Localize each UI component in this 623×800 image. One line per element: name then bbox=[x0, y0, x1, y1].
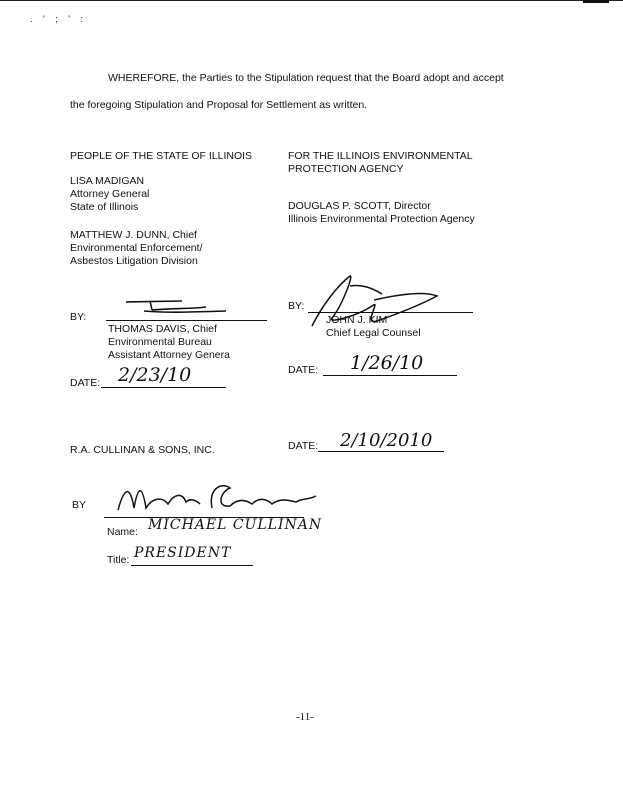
left-date-label: DATE: bbox=[70, 377, 101, 389]
right-party-line: FOR THE ILLINOIS ENVIRONMENTAL bbox=[288, 150, 473, 162]
right-by-label: BY: bbox=[288, 300, 305, 312]
company-by-label: BY bbox=[72, 499, 87, 511]
director-block bbox=[288, 200, 475, 226]
right-date-line bbox=[323, 375, 457, 376]
ag-line: LISA MADIGAN bbox=[70, 175, 145, 187]
right-party-line: PROTECTION AGENCY bbox=[288, 163, 404, 176]
company-date-line bbox=[318, 451, 444, 452]
signer-line: Environmental Bureau bbox=[108, 336, 212, 349]
company-title-line bbox=[131, 565, 253, 566]
right-date-label: DATE: bbox=[288, 364, 319, 376]
division-block bbox=[70, 229, 202, 268]
division-line: Asbestos Litigation Division bbox=[70, 255, 198, 268]
ag-line: State of Illinois bbox=[70, 201, 139, 214]
company-signature bbox=[112, 478, 322, 518]
company-title-value: PRESIDENT bbox=[134, 545, 232, 561]
company-name: R.A. CULLINAN & SONS, INC. bbox=[70, 444, 215, 456]
page-number: -11- bbox=[296, 711, 314, 723]
page-top-right-mark bbox=[583, 0, 609, 3]
attorney-general-block bbox=[70, 175, 149, 214]
ag-line: Attorney General bbox=[70, 188, 150, 201]
scan-marks: . ' ; ' : bbox=[30, 14, 87, 24]
right-party-block bbox=[288, 150, 473, 176]
left-signer-block bbox=[108, 323, 230, 362]
left-date-value: 2/23/10 bbox=[118, 364, 192, 386]
company-date-label: DATE: bbox=[288, 440, 319, 452]
company-name-label: Name: bbox=[107, 526, 138, 538]
left-signature bbox=[122, 296, 232, 318]
company-date-value: 2/10/2010 bbox=[340, 430, 433, 451]
signer-line: JOHN J. KIM bbox=[326, 314, 388, 326]
left-date-line bbox=[101, 387, 226, 388]
intro-line-2: the foregoing Stipulation and Proposal for Settlement as written. bbox=[70, 99, 368, 111]
company-name-value: MICHAEL CULLINAN bbox=[148, 517, 323, 533]
right-signature-line bbox=[308, 312, 473, 313]
director-line: DOUGLAS P. SCOTT, Director bbox=[288, 200, 431, 212]
right-signer-block bbox=[326, 314, 421, 340]
right-date-value: 1/26/10 bbox=[350, 352, 424, 374]
division-line: Environmental Enforcement/ bbox=[70, 242, 203, 255]
left-signature-line bbox=[106, 320, 267, 321]
company-title-label: Title: bbox=[107, 554, 130, 566]
signer-line: Chief Legal Counsel bbox=[326, 327, 421, 340]
signer-line: THOMAS DAVIS, Chief bbox=[108, 323, 217, 335]
director-line: Illinois Environmental Protection Agency bbox=[288, 213, 475, 226]
division-line: MATTHEW J. DUNN, Chief bbox=[70, 229, 197, 241]
left-by-label: BY: bbox=[70, 311, 87, 323]
page-top-edge bbox=[0, 0, 623, 1]
intro-line-1: WHEREFORE, the Parties to the Stipulation request that the Board adopt and accept bbox=[108, 72, 504, 84]
left-party: PEOPLE OF THE STATE OF ILLINOIS bbox=[70, 150, 253, 162]
signer-line: Assistant Attorney Genera bbox=[108, 349, 230, 362]
